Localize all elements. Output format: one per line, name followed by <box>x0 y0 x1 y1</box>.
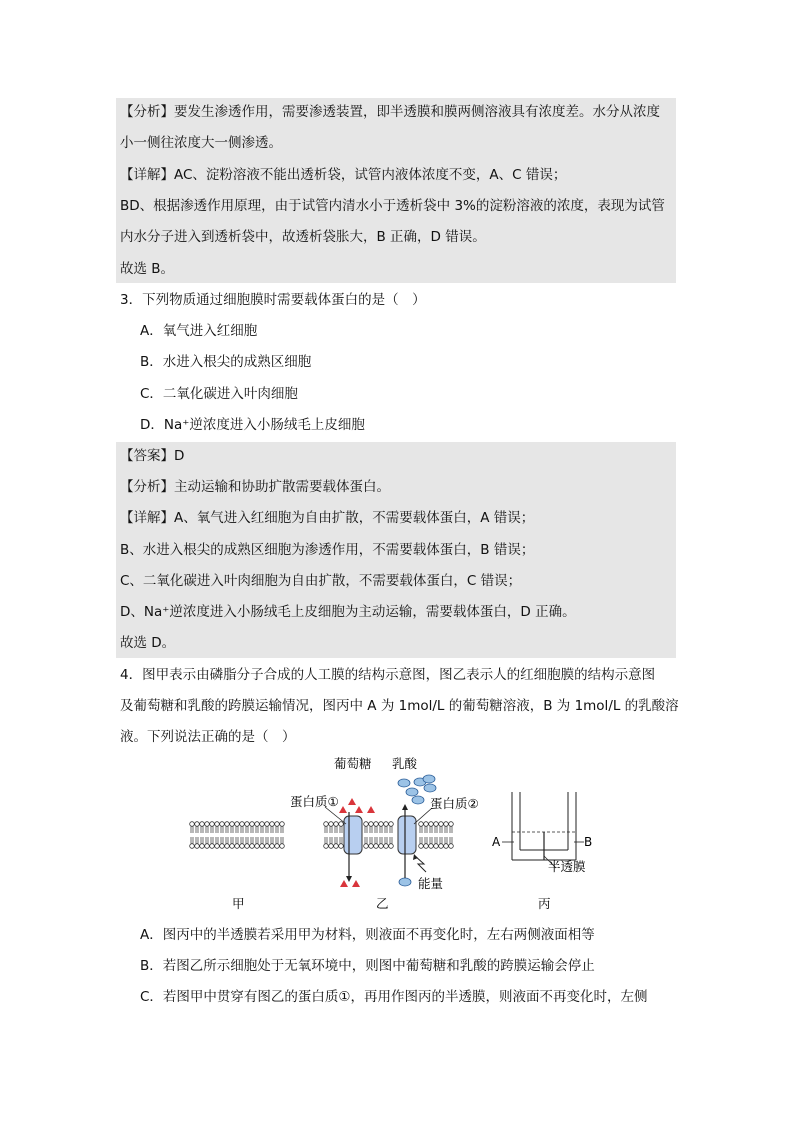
choose-line: 故选 B。 <box>120 261 175 277</box>
q3-detail-4: D、Na⁺逆浓度进入小肠绒毛上皮细胞为主动运输，需要载体蛋白，D 正确。 <box>120 604 576 620</box>
label-lactic: 乳酸 <box>392 756 418 771</box>
q3-detail-2: B、水进入根尖的成熟区细胞为渗透作用，不需要载体蛋白，B 错误； <box>120 542 535 558</box>
glucose-mark <box>367 806 375 813</box>
label-a: A <box>492 835 501 849</box>
label-protein2: 蛋白质② <box>430 796 479 811</box>
lactic-mark <box>424 784 436 792</box>
lactic-mark <box>398 779 410 787</box>
q4-stem-1: 4．图甲表示由磷脂分子合成的人工膜的结构示意图，图乙表示人的红细胞膜的结构示意图 <box>120 667 656 683</box>
q3-stem: 3．下列物质通过细胞膜时需要载体蛋白的是（ ） <box>120 292 426 308</box>
q4-option-b: B．若图乙所示细胞处于无氧环境中，则图中葡萄糖和乳酸的跨膜运输会停止 <box>140 958 595 974</box>
q4-option-a: A．图丙中的半透膜若采用甲为材料，则液面不再变化时，左右两侧液面相等 <box>140 927 595 943</box>
glucose-mark <box>340 880 348 887</box>
q3-detail-3: C、二氧化碳进入叶肉细胞为自由扩散，不需要载体蛋白，C 错误； <box>120 573 522 589</box>
q3-detail-1: 【详解】A、氧气进入红细胞为自由扩散，不需要载体蛋白，A 错误； <box>120 510 535 526</box>
label-protein1: 蛋白质① <box>290 794 339 809</box>
explanation-block-1 <box>116 98 676 283</box>
glucose-mark <box>339 806 347 813</box>
glucose-mark <box>352 880 360 887</box>
label-energy: 能量 <box>418 876 444 891</box>
lactic-mark <box>399 878 411 886</box>
q3-option-b: B．水进入根尖的成熟区细胞 <box>140 354 312 370</box>
glucose-mark <box>355 806 363 813</box>
detail-line-1: 【详解】AC、淀粉溶液不能出透析袋，试管内液体浓度不变，A、C 错误； <box>120 167 567 183</box>
label-b: B <box>584 835 593 849</box>
u-tube-bing <box>502 792 584 868</box>
protein-2 <box>398 816 416 854</box>
q3-option-d: D．Na⁺逆浓度进入小肠绒毛上皮细胞 <box>140 417 365 433</box>
caption-jia: 甲 <box>232 896 245 911</box>
protein-1 <box>344 816 362 854</box>
bilayer-yi <box>324 822 454 849</box>
q4-option-c: C．若图甲中贯穿有图乙的蛋白质①，再用作图丙的半透膜，则液面不再变化时，左侧 <box>140 989 648 1005</box>
label-glucose: 葡萄糖 <box>334 756 372 771</box>
analysis-line-2: 小一侧往浓度大一侧渗透。 <box>120 135 282 151</box>
membrane-figure <box>186 750 616 915</box>
q4-stem-2: 及葡萄糖和乳酸的跨膜运输情况，图丙中 A 为 1mol/L 的葡萄糖溶液，B 为 1mol/L 的乳酸溶 <box>120 698 679 714</box>
lactic-mark <box>412 796 424 804</box>
bilayer-jia <box>190 822 285 849</box>
glucose-mark <box>348 798 356 805</box>
q3-choose: 故选 D。 <box>120 635 176 651</box>
detail-line-2: BD、根据渗透作用原理，由于试管内清水小于透析袋中 3%的淀粉溶液的浓度，表现为试管 <box>120 198 665 214</box>
caption-bing: 丙 <box>538 896 551 911</box>
lactic-mark <box>406 788 418 796</box>
caption-yi: 乙 <box>376 896 389 911</box>
label-semipermeable: 半透膜 <box>548 859 586 874</box>
lactic-mark <box>423 775 435 783</box>
analysis-line-1: 【分析】要发生渗透作用，需要渗透装置，即半透膜和膜两侧溶液具有浓度差。水分从浓度 <box>120 104 660 120</box>
q4-stem-3: 液。下列说法正确的是（ ） <box>120 729 296 745</box>
q3-analysis: 【分析】主动运输和协助扩散需要载体蛋白。 <box>120 479 390 495</box>
q3-answer: 【答案】D <box>120 448 185 464</box>
detail-line-3: 内水分子进入到透析袋中，故透析袋胀大，B 正确，D 错误。 <box>120 229 486 245</box>
q3-option-c: C．二氧化碳进入叶肉细胞 <box>140 386 298 402</box>
q3-option-a: A．氧气进入红细胞 <box>140 323 258 339</box>
